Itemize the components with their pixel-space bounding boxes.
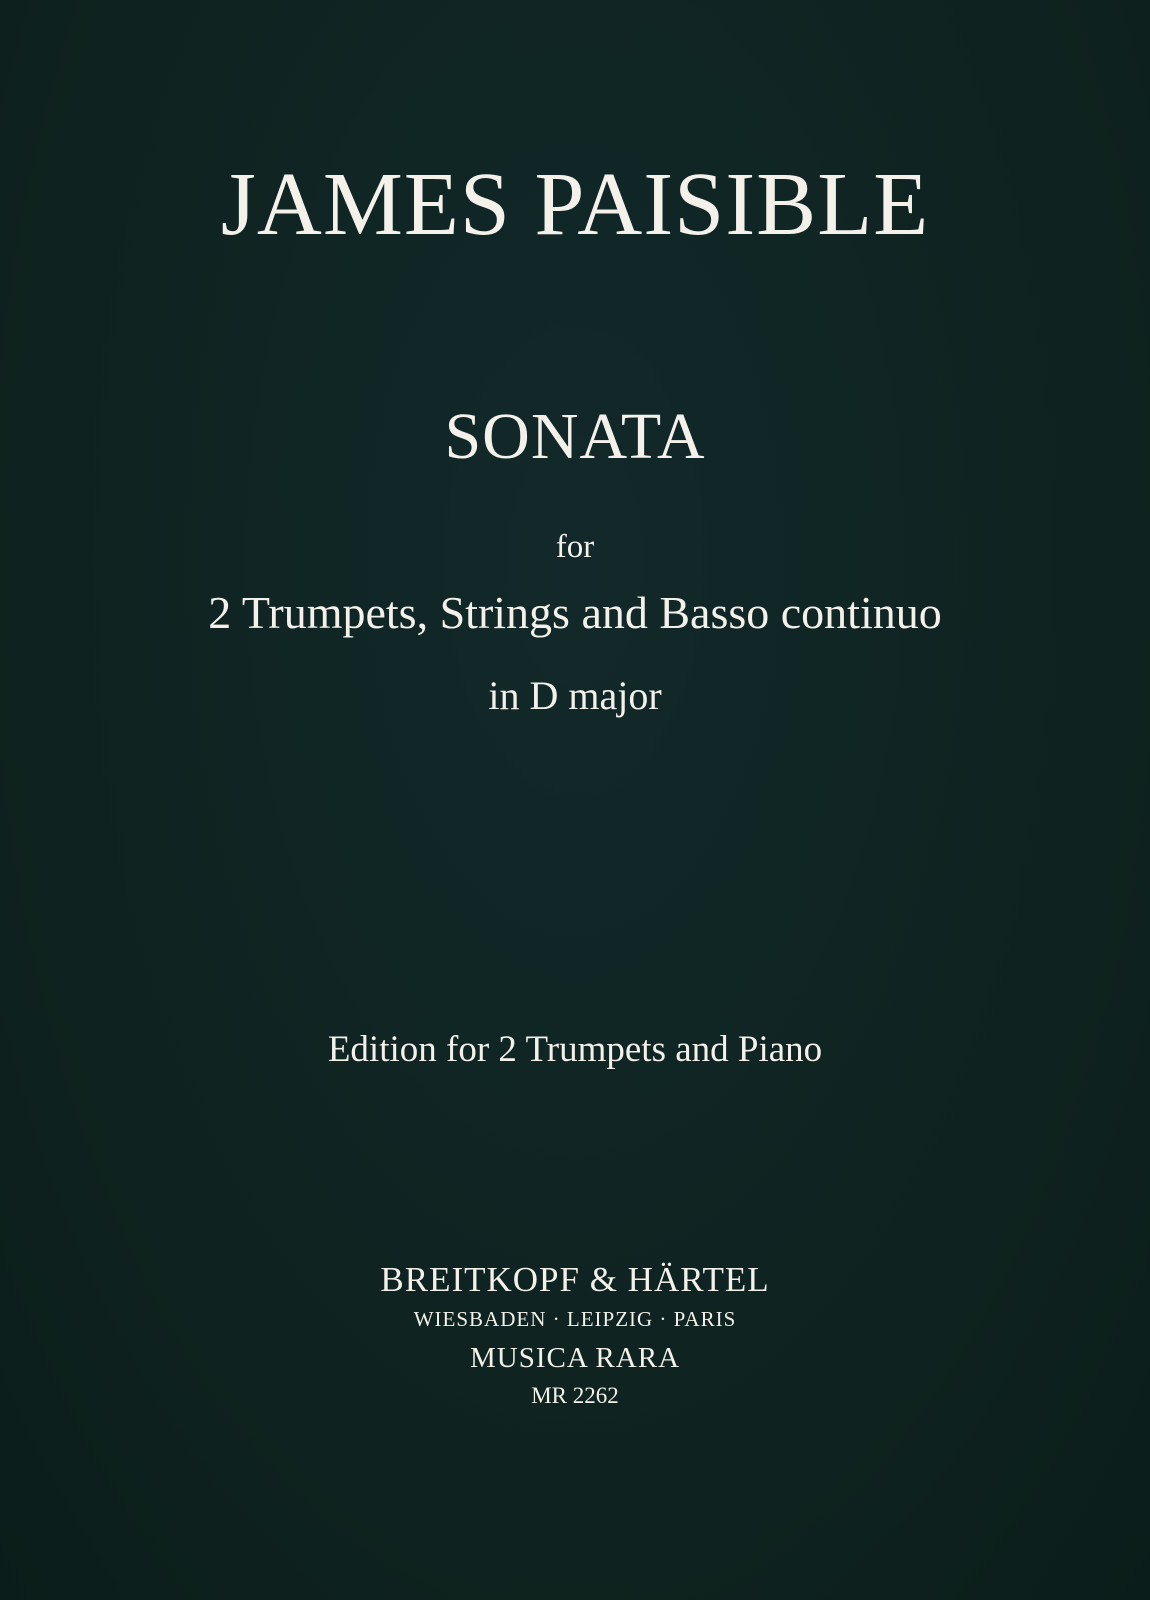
- edition-note: Edition for 2 Trumpets and Piano: [327, 1029, 823, 1070]
- publisher-cities: WIESBADEN · LEIPZIG · PARIS: [413, 1307, 737, 1331]
- imprint-name: MUSICA RARA: [469, 1342, 681, 1374]
- composer-name: JAMES PAISIBLE: [220, 155, 930, 254]
- catalog-number: MR 2262: [531, 1383, 619, 1408]
- publisher-name: BREITKOPF & HÄRTEL: [380, 1260, 770, 1299]
- instrumentation: 2 Trumpets, Strings and Basso continuo: [208, 587, 942, 638]
- work-title: SONATA: [444, 400, 706, 473]
- for-label: for: [555, 529, 595, 565]
- key-signature: in D major: [488, 673, 662, 718]
